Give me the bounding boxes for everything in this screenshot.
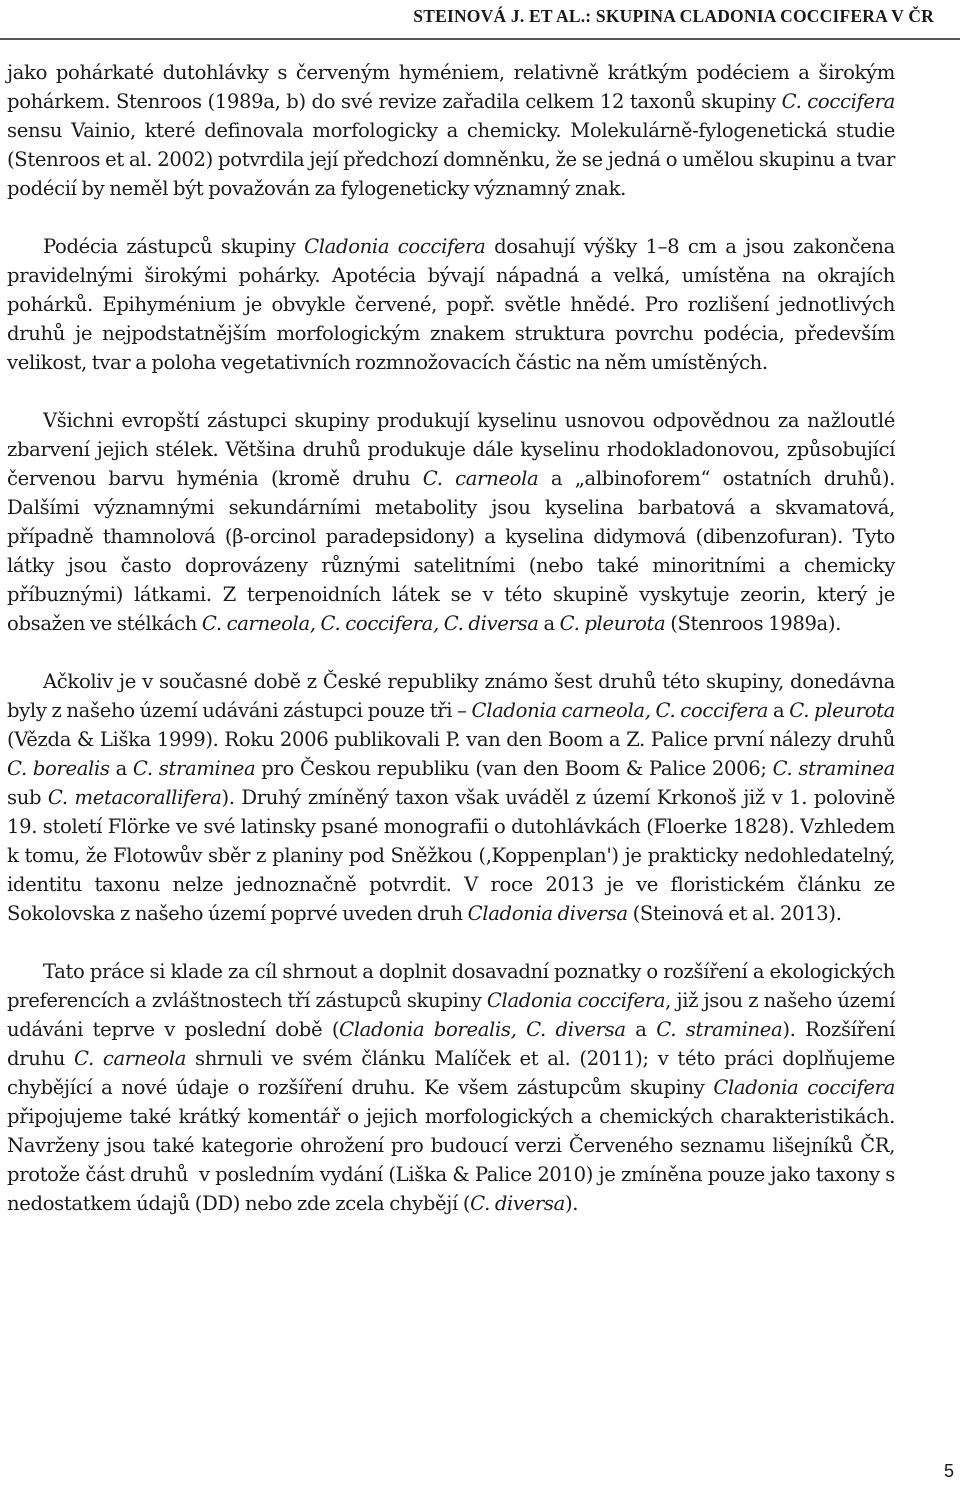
paragraph-3: Všichni evropští zástupci skupiny produkují kyselinu usnovou odpovědnou za nažloutlé zbarvení jejich stélek. Většina druhů produkuje dále kyselinu rhodokladonovou, způsobující červenou barvu hyménia (kromě druhu C. carneola a „albinoforem“ ostatních druhů). Dalšími významnými sekundárními metabolity jsou kyselina barbatová a skvamatová, případně thamnolová (β-orcinol paradepsidony) a kyselina didymová (dibenzofuran). Tyto látky jsou často doprovázeny různými satelitními (nebo také minoritními a chemicky příbuznými) látkami. Z terpenoidních látek se v této skupině vyskytuje zeorin, který je obsažen ve stélkách C. carneola, C. coccifera, C. diversa a C. pleurota (Stenroos 1989a). <box>7 409 895 635</box>
header-rule <box>0 38 960 40</box>
running-header: STEINOVÁ J. ET AL.: SKUPINA CLADONIA COCCIFERA V ČR <box>413 6 934 26</box>
paragraph-2: Podécia zástupců skupiny Cladonia coccifera dosahují výšky 1–8 cm a jsou zakončena pravidelnými širokými pohárky. Apotécia bývají nápadná a velká, umístěna na okrajích pohárků. Epihyménium je obvykle červené, popř. světle hnědé. Pro rozlišení jednotlivých druhů je nejpodstatnějším morfologickým znakem struktura povrchu podécia, především velikost, tvar a poloha vegetativních rozmnožovacích částic na něm umístěných. <box>7 235 896 374</box>
paragraph-5: Tato práce si klade za cíl shrnout a doplnit dosavadní poznatky o rozšíření a ekologických preferencích a zvláštnostech tří zástupců skupiny Cladonia coccifera, již jsou z našeho území udáváni teprve v poslední době (Cladonia borealis, C. diversa a C. straminea). Rozšíření druhu C. carneola shrnuli ve svém článku Malíček et al. (2011); v této práci doplňujeme chybějící a nové údaje o rozšíření druhu. Ke všem zástupcům skupiny Cladonia coccifera připojujeme také krátký komentář o jejich morfologických a chemických charakteristikách. Navrženy jsou také kategorie ohrožení pro budoucí verzi Červeného seznamu lišejníků ČR, protože část druhů v posledním vydání (Liška & Palice 2010) je zmíněna pouze jako taxony s nedostatkem údajů (DD) nebo zde zcela chybějí (C. diversa). <box>7 960 896 1215</box>
article-body <box>7 58 895 1247</box>
page-number: 5 <box>943 1461 954 1481</box>
paragraph-1: jako pohárkaté dutohlávky s červeným hyméniem, relativně krátkým podéciem a širokým pohárkem. Stenroos (1989a, b) do své revize zařadila celkem 12 taxonů skupiny C. coccifera sensu Vainio, které definovala morfologicky a chemicky. Molekulárně-fylogenetická studie (Stenroos et al. 2002) potvrdila její předchozí domněnku, že se jedná o umělou skupinu a tvar podécií by neměl být považován za fylogeneticky významný znak. <box>7 61 895 200</box>
paragraph-4: Ačkoliv je v současné době z České republiky známo šest druhů této skupiny, donedávna byly z našeho území udáváni zástupci pouze tři – Cladonia carneola, C. coccifera a C. pleurota (Vězda & Liška 1999). Roku 2006 publikovali P. van den Boom a Z. Palice první nálezy druhů C. borealis a C. straminea pro Českou republiku (van den Boom & Palice 2006; C. straminea sub C. metacorallifera). Druhý zmíněný taxon však uváděl z území Krkonoš již v 1. polovině 19. století Flörke ve své latinsky psané monografii o dutohlávkách (Floerke 1828). Vzhledem k tomu, že Flotowův sběr z planiny pod Sněžkou (‚Koppenplan') je prakticky nedohledatelný, identitu taxonu nelze jednoznačně potvrdit. V roce 2013 je ve floristickém článku ze Sokolovska z našeho území poprvé uveden druh Cladonia diversa (Steinová et al. 2013). <box>7 670 895 925</box>
